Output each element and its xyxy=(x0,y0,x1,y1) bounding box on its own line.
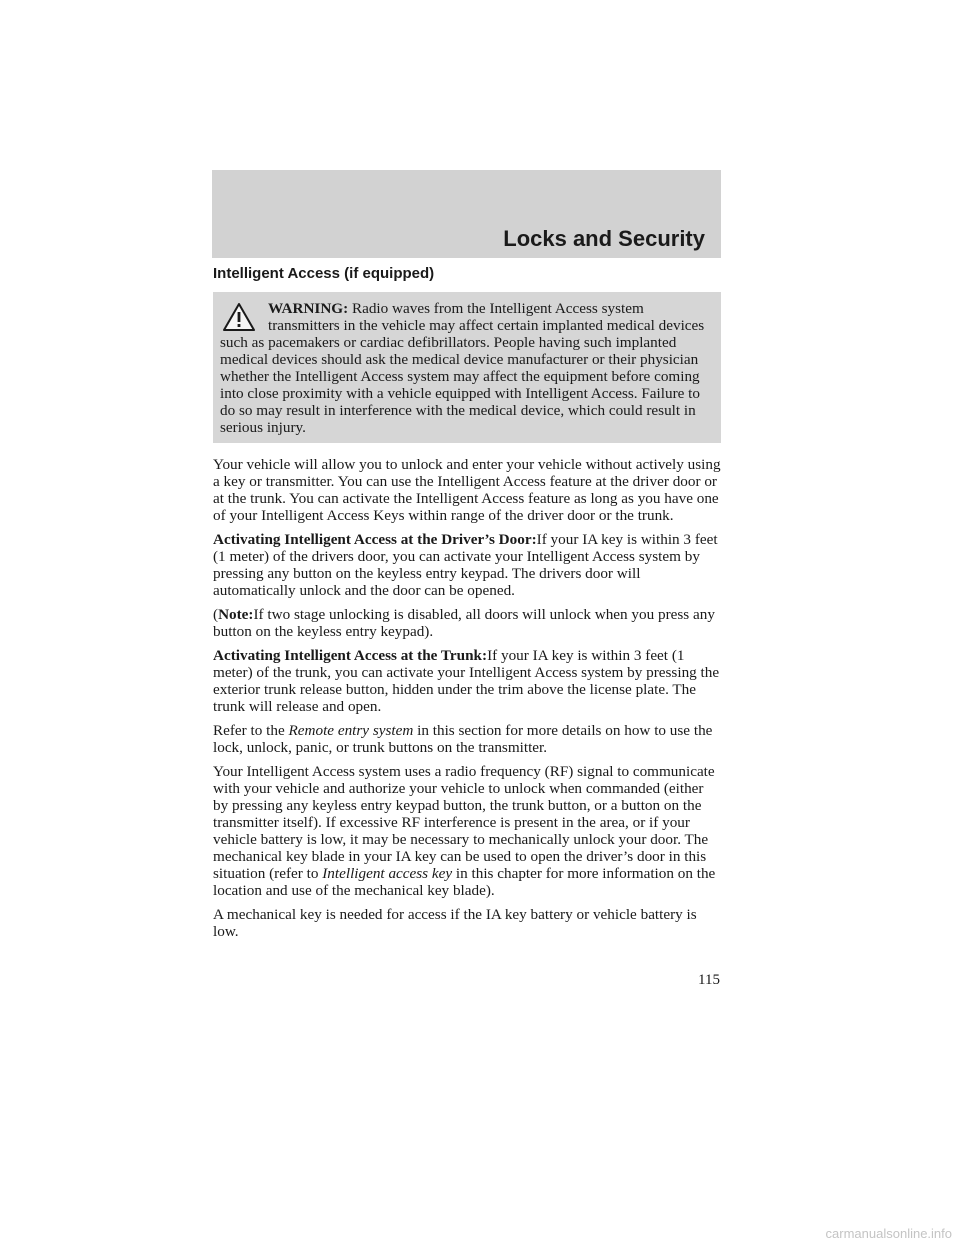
section-header-band xyxy=(212,170,721,258)
driver-door-text: If your IA key is within 3 feet (1 meter) of the drivers door, you can activate your Intelligent Access system by pressing any button on the keyless entry keypad. The drivers door will automatically unlock and the door can be opened. xyxy=(213,531,718,599)
rf-prefix: Your Intelligent Access system uses a radio frequency (RF) signal to communicate with your vehicle and authorize your vehicle to unlock when commanded (either by pressing any keyless entry keypad button, the trunk button, or a button on the transmitter itself). If excessive RF interference is present in the area, or if your vehicle battery is low, it may be necessary to mechanically unlock your door. The mechanical key blade in your IA key can be used to open the driver’s door in this situation (refer to xyxy=(213,763,715,882)
trunk-label: Activating Intelligent Access at the Trunk: xyxy=(213,647,488,664)
refer-prefix: Refer to the xyxy=(213,722,289,739)
closing-paragraph xyxy=(213,906,721,940)
warning-box xyxy=(213,292,721,443)
refer-suffix: in this section for more details on how to use the lock, unlock, panic, or trunk buttons on the transmitter. xyxy=(213,722,713,756)
note-label: Note: xyxy=(218,606,254,623)
note-text: If two stage unlocking is disabled, all doors will unlock when you press any button on the keyless entry keypad). xyxy=(213,606,715,640)
note-open-paren: ( xyxy=(213,606,219,623)
section-heading: Intelligent Access (if equipped) xyxy=(213,265,435,282)
rf-suffix: in this chapter for more information on the location and use of the mechanical key blade). xyxy=(213,865,716,899)
warning-text: Radio waves from the Intelligent Access system transmitters in the vehicle may affect certain implanted medical devices such as pacemakers or cardiac defibrillators. People having such implanted medical devices should ask the medical device manufacturer or their physician whether the Intelligent Access system may affect the equipment before coming into close proximity with a vehicle equipped with Intelligent Access. Failure to do so may result in interference with the medical device, which could result in serious injury. xyxy=(220,300,705,436)
intro-text: Your vehicle will allow you to unlock and enter your vehicle without actively using a key or transmitter. You can use the Intelligent Access feature at the driver door or at the trunk. You can activate the Intelligent Access feature as long as you have one of your Intelligent Access Keys within range of the driver door or the trunk. xyxy=(213,456,721,524)
trunk-paragraph xyxy=(213,647,721,715)
intro-paragraph xyxy=(213,456,721,524)
section-title: Locks and Security xyxy=(503,226,705,251)
remote-entry-reference: Remote entry system xyxy=(288,722,414,739)
intelligent-access-key-reference: Intelligent access key xyxy=(322,865,453,882)
driver-door-label: Activating Intelligent Access at the Driver’s Door: xyxy=(213,531,537,548)
closing-text: A mechanical key is needed for access if the IA key battery or vehicle battery is low. xyxy=(213,906,697,940)
rf-paragraph xyxy=(213,763,721,899)
warning-triangle-icon xyxy=(222,302,256,332)
trunk-text: If your IA key is within 3 feet (1 meter) of the trunk, you can activate your Intelligent Access system by pressing the exterior trunk release button, hidden under the trim above the license plate. The trunk will release and open. xyxy=(213,647,720,715)
watermark: carmanualsonline.info xyxy=(825,1226,952,1241)
page-number: 115 xyxy=(698,972,720,988)
warning-label: WARNING: xyxy=(268,300,349,317)
driver-door-paragraph xyxy=(213,531,721,599)
note-paragraph xyxy=(213,606,721,640)
page-content xyxy=(213,264,721,947)
refer-paragraph xyxy=(213,722,721,756)
